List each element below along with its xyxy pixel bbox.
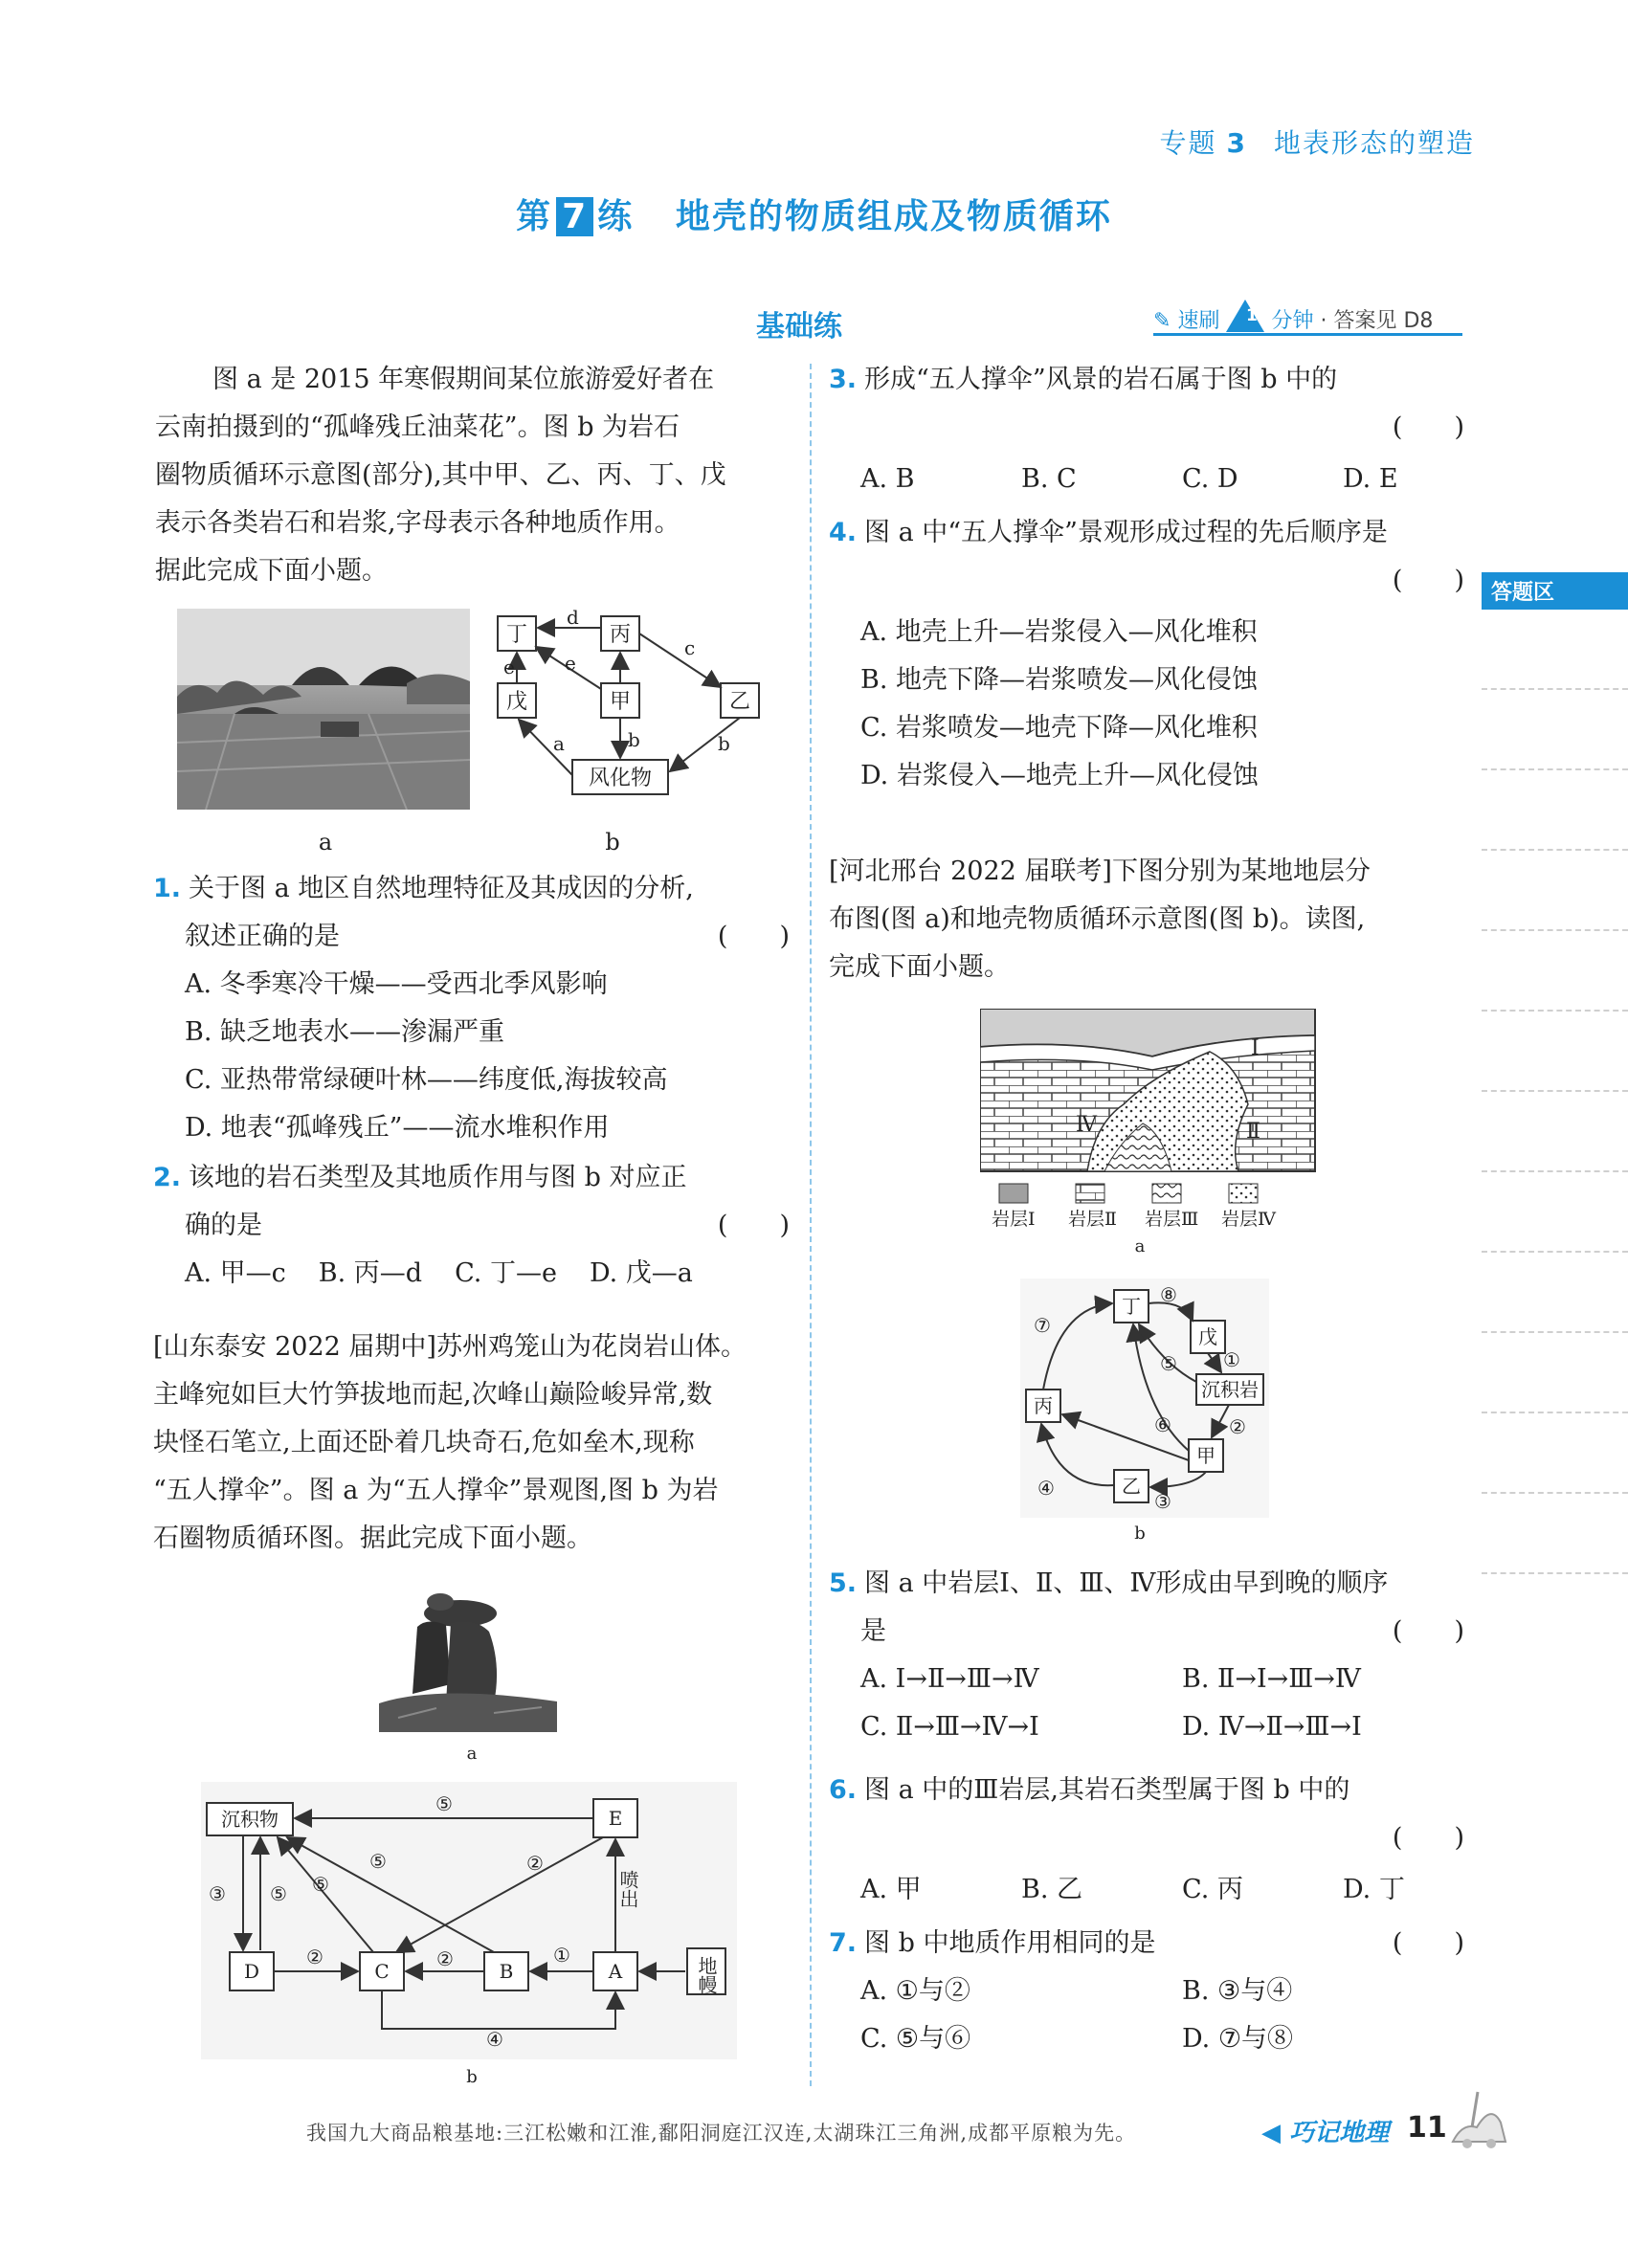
intro-3-line: 布图(图 a)和地壳物质循环示意图(图 b)。读图, (829, 904, 1366, 934)
question-stem: 叙述正确的是 (185, 922, 340, 951)
box-label: A (608, 1960, 623, 1983)
box-label: 戊 (505, 690, 528, 714)
arrow-label: e (503, 656, 515, 678)
question-number: 6. (829, 1775, 858, 1805)
box-label: 甲 (1196, 1444, 1215, 1467)
intro-2-line: 石圈物质循环图。据此完成下面小题。 (153, 1523, 592, 1553)
box-label: B (499, 1960, 514, 1983)
footer-mnemonic: 我国九大商品粮基地:三江松嫩和江淮,鄱阳洞庭江汉连,太湖珠江三角洲,成都平原粮为先。 (306, 2122, 1137, 2145)
fig-2b-caption: b (466, 2067, 478, 2087)
fig-1a-caption: a (318, 829, 333, 856)
intro-1-line: 表示各类岩石和岩浆,字母表示各种地质作用。 (155, 508, 680, 538)
legend-label: 岩层Ⅱ (1068, 1209, 1117, 1229)
question-6 (829, 1767, 1464, 1914)
intro-2-line: 主峰宛如巨大竹笋拔地而起,次峰山巅险峻异常,数 (153, 1380, 713, 1410)
minutes-value: 10 (1246, 306, 1269, 325)
option-b[interactable]: B. Ⅱ→Ⅰ→Ⅲ→Ⅳ (1182, 1664, 1361, 1694)
answer-blank[interactable]: ( ) (717, 1211, 790, 1240)
process-label: ① (553, 1944, 570, 1967)
box-label: 丙 (609, 623, 632, 647)
title-suffix: 练 (597, 196, 635, 236)
question-7 (829, 1920, 1464, 2063)
answer-line (1482, 1331, 1628, 1333)
answer-blank[interactable]: ( ) (1392, 1928, 1464, 1958)
question-number: 5. (829, 1568, 858, 1598)
intro-3-line: [河北邢台 2022 届联考]下图分别为某地地层分 (829, 856, 1371, 886)
intro-2-line: 块怪石笔立,上面还卧着几块奇石,危如垒木,现称 (153, 1428, 695, 1457)
intro-3-line: 完成下面小题。 (829, 952, 1010, 982)
process-label: ⑧ (1160, 1283, 1177, 1306)
question-number: 7. (829, 1928, 858, 1958)
process-label: ④ (486, 2028, 503, 2051)
legend-label: 岩层Ⅳ (1221, 1209, 1276, 1229)
option-a[interactable]: A. 甲—c (185, 1258, 286, 1288)
stratum-mark: Ⅳ (1076, 1113, 1097, 1137)
option-c[interactable]: C. Ⅱ→Ⅲ→Ⅳ→Ⅰ (860, 1712, 1039, 1742)
box-label: E (608, 1807, 623, 1830)
question-5 (829, 1560, 1464, 1751)
speed-label: 速刷 (1177, 309, 1220, 333)
mascot-icon (1443, 2084, 1510, 2151)
box-label: 丙 (1034, 1394, 1053, 1417)
process-label: ⑤ (1160, 1352, 1177, 1375)
process-label: ① (1223, 1348, 1240, 1371)
intro-1-line: 云南拍摄到的“孤峰残丘油菜花”。图 b 为岩石 (155, 412, 680, 442)
question-3 (829, 356, 1464, 503)
box-label: 戊 (1198, 1325, 1217, 1348)
option-a[interactable]: A. Ⅰ→Ⅱ→Ⅲ→Ⅳ (860, 1664, 1039, 1694)
option-c[interactable]: C. 丙 (1182, 1875, 1243, 1904)
intro-3 (829, 848, 1464, 991)
option-b[interactable]: B. 地壳下降—岩浆喷发—风化侵蚀 (860, 665, 1259, 695)
process-label: ② (1229, 1415, 1246, 1438)
page-title (0, 189, 1628, 238)
page-number: 11 (1407, 2111, 1447, 2145)
question-stem: 图 a 中“五人撑伞”景观形成过程的先后顺序是 (864, 518, 1388, 547)
answer-zone (1482, 572, 1628, 1701)
option-a[interactable]: A. 地壳上升—岩浆侵入—风化堆积 (860, 617, 1258, 647)
box-label: 乙 (1122, 1475, 1141, 1498)
arrow-label: e (565, 652, 576, 675)
answer-blank[interactable]: ( ) (1392, 412, 1464, 442)
answer-ref: · 答案见 D8 (1320, 309, 1434, 333)
box-label: D (243, 1960, 260, 1983)
question-stem: 形成“五人撑伞”风景的岩石属于图 b 中的 (864, 365, 1338, 394)
answer-line (1482, 1412, 1628, 1413)
topic-number: 3 (1226, 127, 1247, 159)
process-label: ⑤ (369, 1850, 387, 1873)
speed-bar (1153, 304, 1462, 336)
topic-name: 地表形态的塑造 (1273, 127, 1475, 159)
option-d[interactable]: D. 戊—a (589, 1258, 693, 1288)
question-number: 4. (829, 518, 858, 547)
option-a[interactable]: A. 冬季寒冷干燥——受西北季风影响 (185, 969, 608, 999)
option-c[interactable]: C. 丁—e (455, 1258, 557, 1288)
option-d[interactable]: D. 地表“孤峰残丘”——流水堆积作用 (185, 1113, 610, 1143)
arrow-label: b (628, 728, 640, 751)
option-c[interactable]: C. 岩浆喷发—地壳下降—风化堆积 (860, 713, 1258, 743)
process-label: ⑦ (1034, 1314, 1051, 1337)
answer-line (1482, 849, 1628, 851)
process-label: ② (526, 1852, 544, 1875)
option-b[interactable]: B. 缺乏地表水——渗漏严重 (185, 1017, 505, 1047)
option-b[interactable]: B. ③与④ (1182, 1976, 1293, 2006)
fig-2a-caption: a (466, 1744, 478, 1764)
title-prefix: 第 (516, 196, 553, 236)
question-stem: 图 a 中的Ⅲ岩层,其岩石类型属于图 b 中的 (864, 1775, 1350, 1805)
intro-1-line: 圈物质循环示意图(部分),其中甲、乙、丙、丁、戊 (155, 460, 726, 490)
option-c[interactable]: C. D (1182, 464, 1238, 494)
arrow-label: a (553, 732, 565, 755)
arrow-left-icon: ◀ (1261, 2119, 1281, 2147)
arrow-label: c (684, 636, 696, 659)
box-label: 沉积岩 (1201, 1378, 1259, 1401)
process-label: ⑤ (270, 1882, 287, 1905)
legend-label: 岩层Ⅲ (1145, 1209, 1199, 1229)
option-d[interactable]: D. ⑦与⑧ (1182, 2024, 1294, 2054)
process-label: ② (306, 1946, 323, 1968)
answer-line (1482, 1010, 1628, 1012)
intro-2-line: [山东泰安 2022 届期中]苏州鸡笼山为花岗岩山体。 (153, 1332, 747, 1362)
answer-line (1482, 1251, 1628, 1253)
section-label: 基础练 (756, 310, 842, 344)
intro-1-line: 图 a 是 2015 年寒假期间某位旅游爱好者在 (212, 365, 715, 394)
process-label: ⑤ (312, 1873, 329, 1896)
process-label: ⑤ (435, 1792, 453, 1815)
answer-zone-label: 答题区 (1482, 572, 1628, 610)
column-divider (810, 364, 812, 2086)
karst-hills-image (177, 609, 470, 810)
question-number: 3. (829, 365, 858, 394)
question-2 (153, 1154, 790, 1298)
rock-cycle-diagram-3 (1020, 1279, 1269, 1518)
option-a[interactable]: A. B (860, 464, 915, 494)
option-a[interactable]: A. 甲 (860, 1875, 922, 1904)
answer-line (1482, 929, 1628, 931)
option-b[interactable]: B. C (1021, 464, 1077, 494)
box-label: 沉积物 (221, 1808, 279, 1831)
fig-1b-caption: b (605, 829, 620, 856)
box-label: 甲 (609, 690, 632, 714)
question-1 (153, 865, 790, 1152)
process-label: ④ (1037, 1477, 1055, 1500)
option-a[interactable]: A. ①与② (860, 1976, 970, 2006)
answer-blank[interactable]: ( ) (717, 922, 790, 951)
question-number: 1. (153, 874, 182, 903)
answer-line (1482, 1170, 1628, 1172)
answer-line (1482, 768, 1628, 770)
option-b[interactable]: B. 乙 (1021, 1875, 1083, 1904)
box-label: C (374, 1960, 390, 1983)
stratum-mark: Ⅰ (1251, 1036, 1260, 1060)
question-stem: 确的是 (185, 1211, 262, 1240)
answer-blank[interactable]: ( ) (1392, 1616, 1464, 1646)
fig-3a-caption: a (1134, 1236, 1146, 1256)
option-c[interactable]: C. ⑤与⑥ (860, 2024, 971, 2054)
arrow-label: d (567, 607, 579, 629)
topic-prefix: 专题 (1159, 127, 1217, 159)
arrow-label: b (718, 732, 730, 755)
process-label: ② (436, 1947, 454, 1970)
question-stem: 图 b 中地质作用相同的是 (864, 1928, 1156, 1958)
intro-1-line: 据此完成下面小题。 (155, 556, 388, 586)
option-d[interactable]: D. Ⅳ→Ⅱ→Ⅲ→Ⅰ (1182, 1712, 1362, 1742)
box-label: 乙 (728, 690, 751, 714)
answer-line (1482, 688, 1628, 690)
option-c[interactable]: C. 亚热带常绿硬叶林——纬度低,海拔较高 (185, 1065, 668, 1095)
footer-tag-label: 巧记地理 (1289, 2119, 1390, 2147)
rock-cycle-diagram-2 (201, 1782, 737, 2059)
process-label: ⑥ (1154, 1413, 1171, 1436)
intro-1 (155, 356, 792, 595)
topic-header (1159, 122, 1475, 161)
fig-3b-caption: b (1134, 1523, 1146, 1544)
answer-line (1482, 1572, 1628, 1574)
stratum-mark: Ⅱ (1246, 1120, 1260, 1144)
strata-legend (992, 1184, 1277, 1229)
option-d[interactable]: D. 丁 (1343, 1875, 1405, 1904)
question-stem: 关于图 a 地区自然地理特征及其成因的分析, (189, 874, 694, 903)
question-stem: 该地的岩石类型及其地质作用与图 b 对应正 (189, 1163, 687, 1192)
title-number: 7 (556, 197, 593, 236)
box-label: 丁 (1122, 1295, 1141, 1318)
footer-tag (1261, 2113, 1389, 2148)
eruption-label: 喷出 (616, 1870, 639, 1908)
pen-icon: ✎ (1153, 309, 1171, 333)
five-people-umbrella-photo (379, 1589, 557, 1732)
title-text: 地壳的物质组成及物质循环 (675, 196, 1112, 236)
answer-line (1482, 1090, 1628, 1092)
rock-cycle-diagram-1 (488, 607, 775, 808)
question-stem: 是 (860, 1616, 886, 1646)
process-label: ③ (209, 1882, 226, 1905)
minutes-unit: 分钟 (1271, 309, 1314, 333)
strata-diagram (980, 1009, 1325, 1229)
answer-line (1482, 1492, 1628, 1494)
question-4 (829, 509, 1464, 800)
box-label: 丁 (505, 623, 528, 647)
answer-blank[interactable]: ( ) (1392, 1823, 1464, 1853)
intro-2-line: “五人撑伞”。图 a 为“五人撑伞”景观图,图 b 为岩 (153, 1476, 719, 1505)
process-label: ③ (1154, 1490, 1171, 1513)
question-stem: 图 a 中岩层Ⅰ、Ⅱ、Ⅲ、Ⅳ形成由早到晚的顺序 (864, 1568, 1389, 1598)
intro-2 (153, 1323, 790, 1563)
option-b[interactable]: B. 丙—d (318, 1258, 423, 1288)
question-number: 2. (153, 1163, 182, 1192)
answer-blank[interactable]: ( ) (1392, 566, 1464, 595)
box-label: 风化物 (588, 767, 653, 790)
landscape-photo (177, 609, 470, 810)
option-d[interactable]: D. E (1343, 464, 1398, 494)
legend-label: 岩层Ⅰ (992, 1209, 1036, 1229)
mantle-label: 地幔 (695, 1956, 718, 1994)
option-d[interactable]: D. 岩浆侵入—地壳上升—风化侵蚀 (860, 761, 1259, 790)
